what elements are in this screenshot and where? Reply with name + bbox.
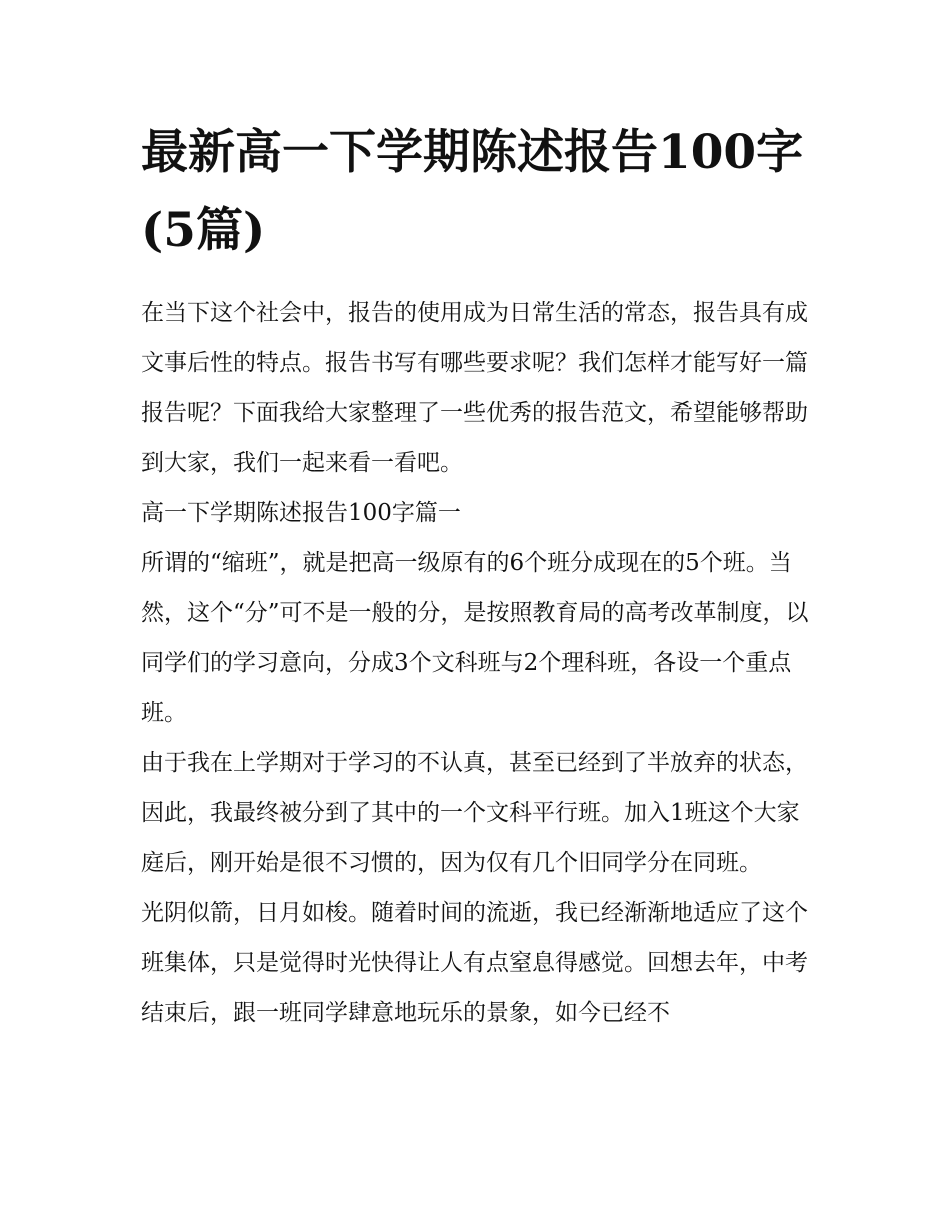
document-page [141, 114, 813, 1038]
body-paragraph-2: 由于我在上学期对于学习的不认真，甚至已经到了半放弃的状态，因此，我最终被分到了其中的一个文科平行班。加入1班这个大家庭后，刚开始是很不习惯的，因为仅有几个旧同学分在同班。 [141, 750, 808, 876]
body-paragraph-1: 所谓的“缩班”，就是把高一级原有的6个班分成现在的5个班。当然，这个“分”可不是一般的分，是按照教育局的高考改革制度，以同学们的学习意向，分成3个文科班与2个理科班，各设一个重点班。 [141, 550, 809, 726]
body-paragraph-3: 光阴似箭，日月如梭。随着时间的流逝，我已经渐渐地适应了这个班集体，只是觉得时光快得让人有点窒息得感觉。回想去年，中考结束后，跟一班同学肆意地玩乐的景象，如今已经不 [141, 900, 808, 1026]
intro-paragraph: 在当下这个社会中，报告的使用成为日常生活的常态，报告具有成文事后性的特点。报告书写有哪些要求呢？我们怎样才能写好一篇报告呢？下面我给大家整理了一些优秀的报告范文，希望能够帮助到大家，我们一起来看一看吧。 [141, 300, 808, 476]
section-heading: 高一下学期陈述报告100字篇一 [141, 500, 461, 526]
document-title: 最新高一下学期陈述报告100字(5篇) [141, 125, 804, 258]
